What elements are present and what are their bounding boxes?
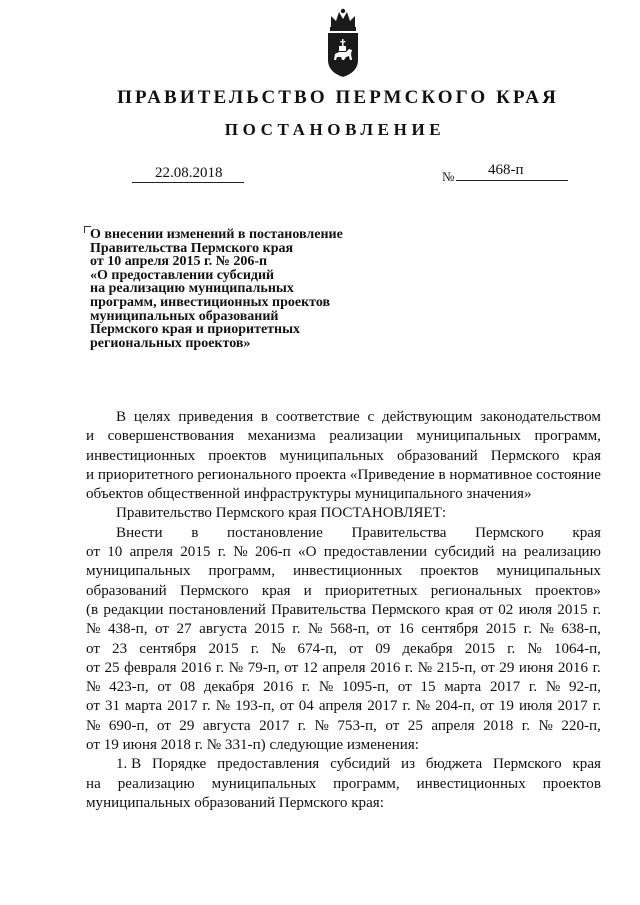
document-number: 468-п: [488, 162, 524, 178]
body-word: 2015: [208, 640, 239, 657]
body-word: августа: [199, 621, 247, 638]
body-word: на: [501, 544, 517, 561]
body-word: нормативное: [449, 466, 533, 483]
body-line: [86, 601, 601, 620]
body-word: г.: [297, 717, 306, 734]
body-word: Пермского: [371, 601, 441, 618]
body-word: законодательством: [480, 409, 601, 425]
body-line: [86, 466, 601, 485]
government-title: ПРАВИТЕЛЬСТВО ПЕРМСКОГО КРАЯ: [117, 87, 559, 108]
body-word: Порядке: [151, 756, 207, 773]
date-underline: [132, 182, 244, 183]
body-word: г.: [528, 679, 538, 696]
subject-line: от 10 апреля 2015 г. № 206-п: [90, 254, 268, 270]
body-word: 08: [180, 679, 196, 696]
body-word: апреля: [431, 717, 475, 734]
body-word: 23: [112, 640, 128, 657]
body-line: [86, 697, 601, 716]
body-word: 690-п,: [108, 717, 149, 734]
body-word: 1064-п,: [553, 640, 601, 657]
body-word: в: [260, 409, 269, 425]
body-word: инвестиционных: [416, 775, 526, 792]
body-word: 2015: [485, 621, 517, 638]
body-word: на: [86, 775, 101, 792]
body-word: 423-п,: [109, 679, 149, 696]
body-word: в: [191, 524, 199, 541]
body-word: инвестиционных: [86, 447, 196, 464]
body-word: декабря: [203, 679, 255, 696]
body-word: №: [538, 717, 553, 734]
body-word: от: [157, 679, 172, 696]
body-word: 29: [499, 659, 515, 676]
body-word: соответствие: [275, 409, 360, 425]
body-word: и: [86, 428, 95, 445]
body-word: 25: [104, 659, 120, 676]
body-word: совершенствования: [107, 428, 235, 445]
body-word: муниципальных: [211, 775, 317, 792]
body-line: [86, 562, 601, 581]
number-underline: [456, 180, 568, 181]
body-word: проектов: [420, 563, 479, 580]
document-type: ПОСТАНОВЛЕНИЕ: [224, 120, 446, 139]
body-word: проектов»: [535, 582, 601, 599]
body-word: 2017: [367, 698, 398, 715]
body-word: №: [86, 679, 101, 696]
body-word: и: [303, 582, 312, 599]
body-word: 2016: [262, 679, 294, 696]
body-word: реализацию: [117, 775, 195, 792]
body-word: 2015: [464, 640, 495, 657]
body-word: марта: [125, 698, 163, 715]
body-word: Правительства: [271, 601, 367, 618]
body-word: 753-п,: [337, 717, 377, 734]
body-word: г.: [521, 717, 531, 734]
body-word: №: [308, 621, 323, 638]
body-word: с: [367, 409, 375, 425]
body-word: 2016: [181, 659, 212, 676]
body-line: [86, 794, 601, 813]
document-date: 22.08.2018: [155, 165, 223, 181]
body-word: августа: [202, 717, 251, 734]
body-word: апреля: [129, 544, 173, 561]
body-word: от: [377, 621, 391, 638]
subject-line: региональных проектов»: [90, 335, 251, 351]
body-line: [86, 427, 601, 446]
body-word: июля: [518, 698, 553, 715]
body-line: [86, 659, 601, 678]
body-word: субсидий: [434, 544, 495, 561]
body-word: механизма: [247, 428, 316, 445]
body-word: программ,: [333, 775, 400, 792]
body-word: декабря: [402, 640, 453, 657]
body-word: постановление: [227, 524, 323, 541]
body-word: 2015: [180, 544, 211, 561]
body-word: 2015: [254, 621, 285, 638]
body-word: Пермского: [492, 756, 562, 773]
body-word: 27: [176, 621, 192, 638]
body-word: апреля: [322, 659, 366, 676]
body-word: муниципальных: [416, 428, 521, 445]
body-word: 25: [407, 717, 423, 734]
perm-coat-of-arms-icon: [322, 8, 364, 78]
document-body: [86, 408, 601, 813]
body-word: №: [527, 640, 542, 657]
body-line: [86, 755, 601, 774]
body-word: края: [572, 447, 601, 464]
body-word: 92-п,: [568, 679, 601, 696]
body-word: регионального: [197, 466, 292, 483]
body-word: Внести: [116, 524, 163, 541]
body-word: 10: [107, 544, 123, 561]
body-word: г.: [404, 659, 414, 676]
body-word: Правительство Пермского края ПОСТАНОВЛЯЕТ:: [116, 505, 447, 522]
body-word: г.: [292, 621, 301, 638]
body-word: 09: [375, 640, 391, 657]
body-word: г.: [202, 698, 211, 715]
body-word: края: [572, 524, 601, 541]
body-word: г.: [217, 544, 226, 561]
body-word: муниципальных: [496, 563, 601, 580]
body-word: 29: [179, 717, 195, 734]
body-word: края: [445, 601, 474, 618]
body-word: от: [479, 698, 494, 715]
body-word: г.: [523, 621, 532, 638]
body-word: г.: [301, 679, 311, 696]
body-word: редакции: [103, 601, 164, 618]
body-word: программ,: [534, 428, 601, 445]
body-line: [86, 504, 601, 523]
body-word: №: [233, 544, 248, 561]
body-word: №: [539, 621, 554, 638]
body-word: апреля: [318, 698, 363, 715]
body-word: №: [415, 698, 431, 715]
subject-line: Пермского края и приоритетных: [90, 322, 301, 338]
body-word: г.: [507, 640, 516, 657]
number-sign: №: [442, 169, 455, 184]
body-word: субсидий: [330, 756, 391, 773]
body-word: из: [401, 756, 416, 773]
body-word: 2015: [557, 601, 588, 618]
body-word: реализации: [329, 428, 403, 445]
body-word: 438-п,: [107, 621, 148, 638]
body-line: [86, 736, 601, 755]
body-word: 2016: [557, 659, 589, 676]
body-line: [86, 775, 601, 794]
body-word: Пермского: [180, 582, 249, 599]
body-word: «О: [298, 544, 317, 561]
body-word: г.: [592, 659, 601, 676]
body-word: региональных: [430, 582, 522, 599]
body-word: г.: [592, 698, 601, 715]
body-word: приведения: [178, 409, 254, 425]
body-word: 206-п: [255, 544, 291, 561]
body-word: Правительства: [351, 524, 447, 541]
body-word: №: [318, 679, 334, 696]
body-word: от: [86, 698, 100, 715]
body-word: реализацию: [523, 544, 601, 561]
body-word: муниципальных образований Пермского края:: [86, 794, 384, 811]
subject-line: О внесении изменений в постановление: [90, 227, 343, 242]
body-word: №: [417, 659, 433, 676]
body-word: от: [480, 659, 495, 676]
body-word: №: [215, 698, 231, 715]
body-word: состояние: [536, 466, 601, 483]
body-word: 220-п,: [561, 717, 601, 734]
body-word: предоставления: [217, 756, 320, 773]
body-word: и: [86, 466, 95, 483]
body-word: края: [572, 756, 601, 773]
body-word: от: [86, 544, 100, 561]
body-word: 2017: [557, 698, 588, 715]
subject-line: «О предоставлении субсидий: [90, 267, 275, 283]
body-word: проектов: [542, 775, 601, 792]
body-line: [86, 524, 601, 543]
body-word: 204-п,: [435, 698, 475, 715]
body-word: №: [545, 679, 561, 696]
body-word: приоритетных: [324, 582, 418, 599]
body-word: г.: [402, 698, 411, 715]
document-subject: [90, 228, 343, 350]
body-word: 15: [420, 679, 436, 696]
body-word: от: [385, 717, 400, 734]
body-word: 1. В: [116, 756, 142, 773]
body-word: образований: [86, 582, 167, 599]
body-word: программ,: [208, 563, 275, 580]
body-line: [86, 678, 601, 697]
subject-line: Правительства Пермского края: [90, 240, 294, 256]
body-word: июля: [518, 601, 553, 618]
subject-line: программ, инвестиционных проектов: [90, 294, 331, 310]
body-word: 215-п,: [436, 659, 477, 676]
body-word: №: [86, 621, 101, 638]
body-word: образований: [397, 447, 478, 464]
body-word: от: [479, 601, 493, 618]
body-word: 2017: [167, 698, 198, 715]
body-word: 31: [105, 698, 121, 715]
body-word: проекта: [295, 466, 347, 483]
body-word: июня: [518, 659, 554, 676]
body-word: №: [271, 640, 286, 657]
body-line: [86, 408, 601, 427]
body-word: от: [155, 621, 169, 638]
body-word: «Приведение: [349, 466, 435, 483]
body-word: объектов общественной инфраструктуры муниципального значения»: [86, 486, 532, 503]
body-word: от: [279, 698, 294, 715]
body-word: 19: [498, 698, 514, 715]
body-word: 2016: [370, 659, 401, 676]
body-line: [86, 582, 601, 601]
body-line: [86, 640, 601, 659]
body-word: от: [349, 640, 364, 657]
body-word: (в: [86, 601, 99, 618]
body-word: края: [261, 582, 291, 599]
body-word: проектов: [208, 447, 267, 464]
body-word: муниципальных: [86, 563, 191, 580]
body-word: 2018: [483, 717, 514, 734]
body-word: марта: [444, 679, 482, 696]
body-word: сентября: [139, 640, 197, 657]
body-word: №: [314, 717, 329, 734]
body-word: от: [397, 679, 412, 696]
body-word: от: [86, 659, 100, 676]
body-word: в: [438, 466, 446, 483]
body-word: сентября: [421, 621, 479, 638]
body-word: действующим: [381, 409, 473, 425]
body-line: [86, 543, 601, 562]
body-word: г.: [215, 659, 225, 676]
body-word: 12: [302, 659, 318, 676]
body-word: 16: [398, 621, 414, 638]
body-word: Пермского: [475, 524, 544, 541]
body-word: от: [86, 640, 100, 657]
body-word: 568-п,: [329, 621, 370, 638]
body-word: 674-п,: [297, 640, 338, 657]
body-word: приоритетного: [97, 466, 194, 483]
body-word: предоставлении: [323, 544, 428, 561]
body-word: 79-п,: [247, 659, 280, 676]
body-word: №: [228, 659, 244, 676]
body-word: 1095-п,: [341, 679, 390, 696]
body-line: [86, 485, 601, 504]
body-word: целях: [133, 409, 171, 425]
body-word: №: [86, 717, 101, 734]
body-word: 04: [298, 698, 314, 715]
body-word: г.: [250, 640, 259, 657]
body-word: 193-п,: [235, 698, 275, 715]
body-word: муниципальных: [279, 447, 384, 464]
body-word: от: [156, 717, 171, 734]
body-word: инвестиционных: [293, 563, 403, 580]
body-word: постановлений: [168, 601, 266, 618]
body-line: [86, 717, 601, 736]
body-word: от 19 июня 2018 г. № 331-п) следующие изменения:: [86, 737, 419, 754]
body-word: В: [116, 409, 127, 425]
body-word: 2017: [259, 717, 290, 734]
body-word: февраля: [124, 659, 177, 676]
body-word: 2017: [489, 679, 521, 696]
body-line: [86, 620, 601, 639]
body-word: г.: [592, 601, 601, 618]
body-line: [86, 447, 601, 466]
body-word: от: [284, 659, 299, 676]
subject-line: муниципальных образований: [90, 308, 279, 324]
body-word: 638-п,: [561, 621, 601, 638]
body-word: бюджета: [425, 756, 483, 773]
subject-line: на реализацию муниципальных: [90, 281, 294, 297]
body-word: Пермского: [490, 447, 560, 464]
body-word: 02: [498, 601, 514, 618]
